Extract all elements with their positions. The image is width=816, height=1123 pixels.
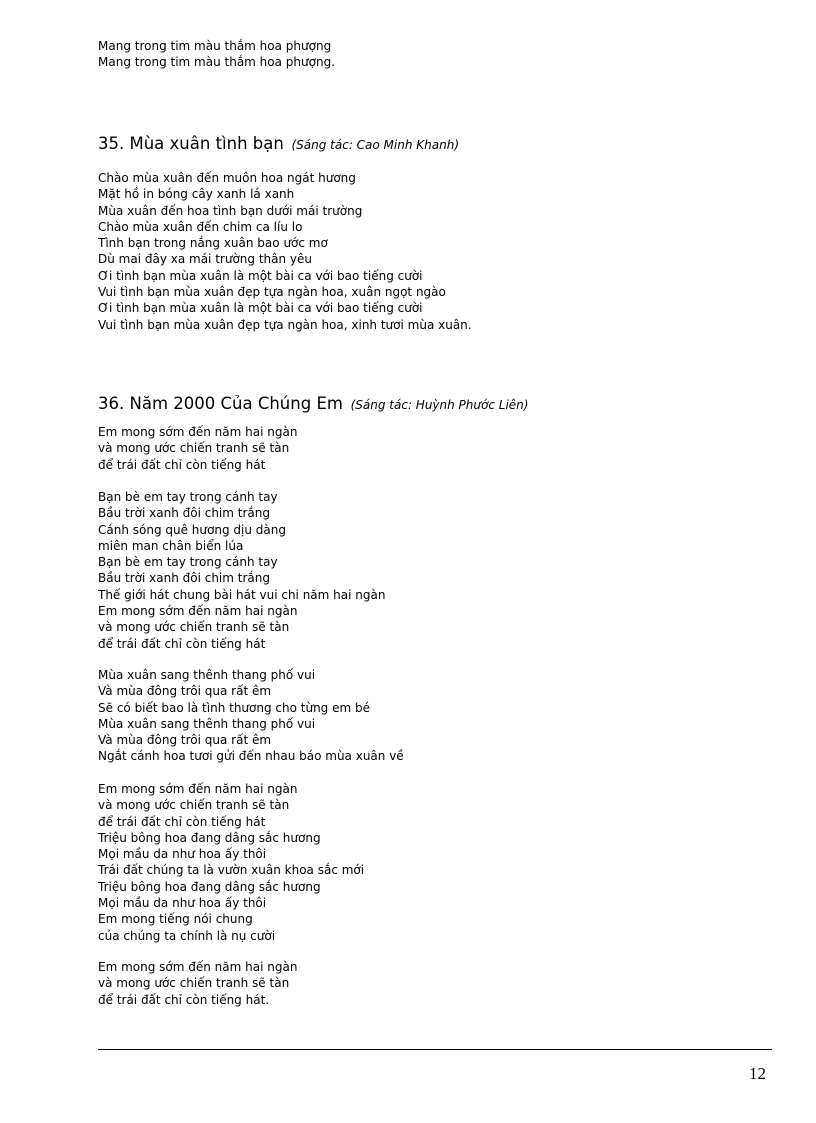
lyric-line: và mong ước chiến tranh sẽ tàn <box>98 976 290 991</box>
lyric-line: Triệu bông hoa đang dâng sắc hương <box>98 879 321 894</box>
lyric-line: Dù mai đây xa mái trường thân yêu <box>98 252 312 267</box>
lyric-line: Em mong tiếng nói chung <box>98 912 253 927</box>
lyric-line: để trái đất chỉ còn tiếng hát <box>98 457 266 472</box>
lyric-line: Mang trong tim màu thắm hoa phượng <box>98 39 332 53</box>
song35-title: 35. Mùa xuân tình bạn <box>98 134 284 153</box>
lyric-line: miên man chân biển lúa <box>98 538 244 553</box>
lyric-line: Sẽ có biết bao là tình thương cho từng em bé <box>98 700 371 715</box>
song34-ending <box>98 38 335 71</box>
lyric-line: Và mùa đông trôi qua rất êm <box>98 733 272 748</box>
lyric-line: Trái đất chúng ta là vườn xuân khoa sắc mới <box>98 863 365 878</box>
lyric-line: Bầu trời xanh đôi chim trắng <box>98 506 270 521</box>
lyric-line: Thế giới hát chung bài hát vui chi năm hai ngàn <box>98 587 386 602</box>
lyric-line: Tình bạn trong nắng xuân bao ước mơ <box>98 236 328 251</box>
lyric-line: Mang trong tim màu thắm hoa phượng. <box>98 55 335 70</box>
song35-lyrics <box>98 170 472 333</box>
lyric-line: Vui tình bạn mùa xuân đẹp tựa ngàn hoa, xuân ngọt ngào <box>98 285 446 300</box>
lyric-line: Cánh sóng quê hương dịu dàng <box>98 522 286 537</box>
lyric-line: để trái đất chỉ còn tiếng hát <box>98 814 266 829</box>
lyric-line: Mùa xuân sang thênh thang phố vui <box>98 716 316 731</box>
lyric-line: Mùa xuân sang thênh thang phố vui <box>98 668 316 682</box>
lyric-line: và mong ước chiến tranh sẽ tàn <box>98 798 290 813</box>
lyric-line: của chúng ta chính là nụ cười <box>98 928 276 943</box>
song36-stanza-2 <box>98 489 385 652</box>
lyric-line: và mong ước chiến tranh sẽ tàn <box>98 620 290 635</box>
lyric-line: Ngắt cánh hoa tươi gửi đến nhau báo mùa xuân về <box>98 749 404 764</box>
lyric-line: Bạn bè em tay trong cánh tay <box>98 555 278 570</box>
footer-rule <box>98 1049 772 1050</box>
song36-stanza-5 <box>98 959 297 1008</box>
lyric-line: để trái đất chỉ còn tiếng hát <box>98 636 266 651</box>
song35-credit: (Sáng tác: Cao Minh Khanh) <box>291 138 459 152</box>
lyric-line: Mặt hồ in bóng cây xanh lá xanh <box>98 187 295 202</box>
lyric-line: Em mong sớm đến năm hai ngàn <box>98 425 298 439</box>
lyric-line: Vui tình bạn mùa xuân đẹp tựa ngàn hoa, xinh tươi mùa xuân. <box>98 317 472 332</box>
lyric-line: Bầu trời xanh đôi chim trắng <box>98 571 270 586</box>
page-number: 12 <box>749 1064 766 1083</box>
lyric-line: Em mong sớm đến năm hai ngàn <box>98 960 298 974</box>
lyric-line: để trái đất chỉ còn tiếng hát. <box>98 992 270 1007</box>
song36-stanza-4 <box>98 781 364 944</box>
song36-title: 36. Năm 2000 Của Chúng Em <box>98 394 343 413</box>
lyric-line: Triệu bông hoa đang dâng sắc hương <box>98 830 321 845</box>
song36-stanza-1 <box>98 424 297 473</box>
song35-heading <box>98 127 459 155</box>
lyric-line: Và mùa đông trôi qua rất êm <box>98 684 272 699</box>
song36-credit: (Sáng tác: Huỳnh Phước Liên) <box>350 398 529 412</box>
lyric-line: Em mong sớm đến năm hai ngàn <box>98 604 298 619</box>
lyric-line: Ơi tình bạn mùa xuân là một bài ca với bao tiếng cười <box>98 301 423 316</box>
lyric-line: Ơi tình bạn mùa xuân là một bài ca với bao tiếng cười <box>98 268 423 283</box>
lyric-line: Mọi mầu da như hoa ấy thôi <box>98 847 267 862</box>
song36-heading <box>98 387 528 415</box>
lyric-line: Em mong sớm đến năm hai ngàn <box>98 782 298 796</box>
lyric-line: Chào mùa xuân đến chim ca líu lo <box>98 219 303 234</box>
lyric-line: Chào mùa xuân đến muôn hoa ngát hương <box>98 171 356 185</box>
song36-stanza-3 <box>98 667 404 765</box>
lyric-line: Mọi mầu da như hoa ấy thôi <box>98 896 267 911</box>
lyric-line: Mùa xuân đến hoa tình bạn dưới mái trường <box>98 203 363 218</box>
lyric-line: và mong ước chiến tranh sẽ tàn <box>98 441 290 456</box>
lyric-line: Bạn bè em tay trong cánh tay <box>98 490 278 504</box>
